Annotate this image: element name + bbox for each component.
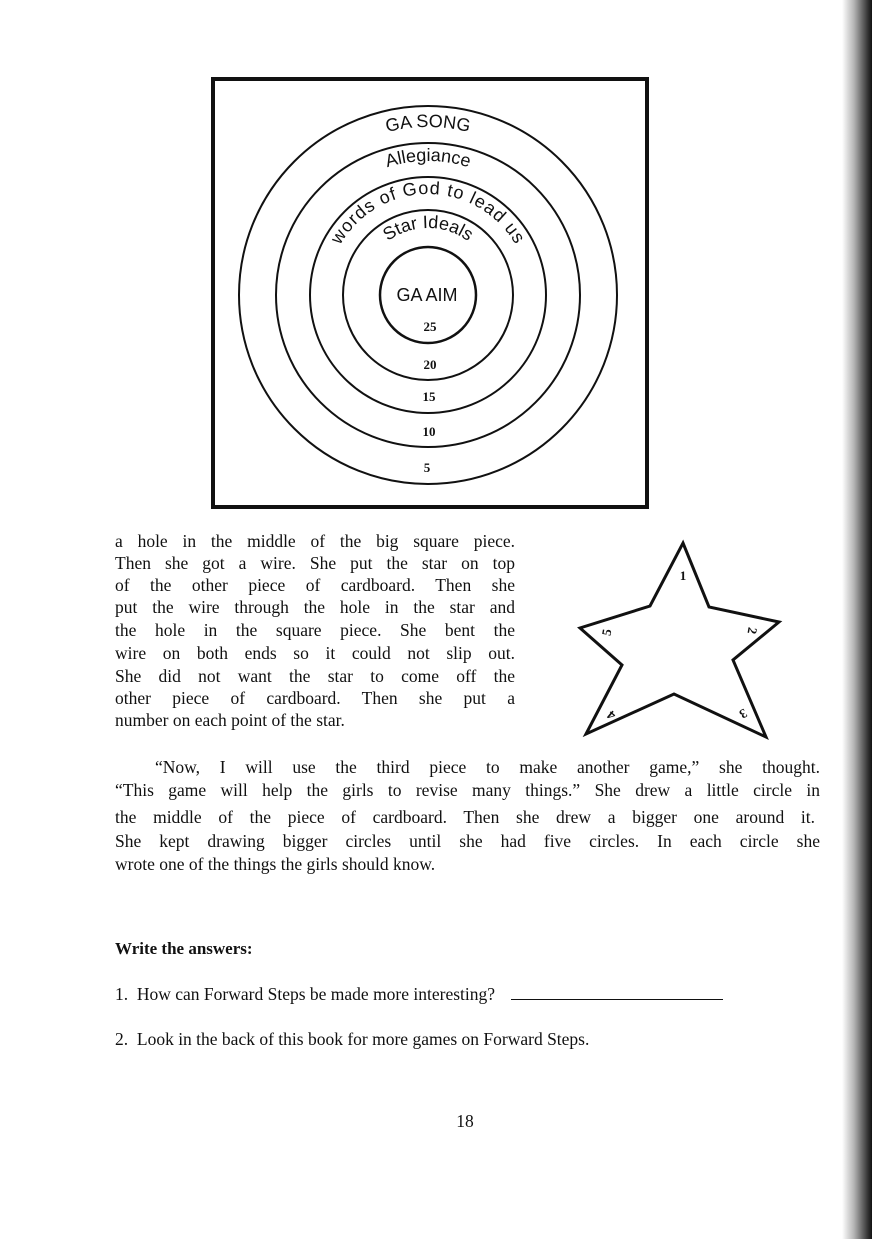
question-number: 2. xyxy=(115,1029,129,1049)
text-line: wire on both ends so it could not slip out. xyxy=(115,643,515,663)
star-point-3: 3 xyxy=(736,705,750,723)
score-10: 10 xyxy=(422,424,436,439)
question-2 xyxy=(115,1029,589,1050)
star-diagram xyxy=(580,543,779,737)
text-line: a hole in the middle of the big square piece. xyxy=(115,531,515,551)
question-1 xyxy=(115,984,723,1005)
text-line: of the other piece of cardboard. Then she xyxy=(115,575,515,595)
star-point-2: 2 xyxy=(744,626,761,636)
star-point-4: 4 xyxy=(603,707,619,724)
text-line: She did not want the star to come off the xyxy=(115,666,515,686)
ring-label-allegiance: Allegiance xyxy=(382,144,474,172)
ring-label-words-of-god: words of God to lead us xyxy=(326,177,530,248)
target-diagram xyxy=(213,79,647,507)
text-line: the hole in the square piece. She bent the xyxy=(115,620,515,640)
ring-label-ga-aim: GA AIM xyxy=(396,285,458,305)
question-number: 1. xyxy=(115,984,129,1004)
text-line: She kept drawing bigger circles until she had five circles. In each circle she xyxy=(115,831,820,851)
ring-label-ga-song: GA SONG xyxy=(383,110,473,136)
question-text: Look in the back of this book for more games on Forward Steps. xyxy=(136,1029,590,1049)
page-number: 18 xyxy=(456,1111,474,1131)
text-line: other piece of cardboard. Then she put a xyxy=(115,688,515,708)
text-line: number on each point of the star. xyxy=(115,710,345,730)
text-line: “This game will help the girls to revise many things.” She drew a little circle in xyxy=(115,780,820,800)
text-line: wrote one of the things the girls should know. xyxy=(115,854,436,874)
ring-label-star-ideals: Star Ideals xyxy=(379,211,478,245)
exercise-heading: Write the answers: xyxy=(115,939,253,958)
score-20: 20 xyxy=(423,357,437,372)
star-point-5: 5 xyxy=(598,627,615,637)
star-point-1: 1 xyxy=(679,568,687,583)
text-line: Then she got a wire. She put the star on top xyxy=(115,553,515,573)
score-25: 25 xyxy=(423,319,437,334)
score-15: 15 xyxy=(422,389,436,404)
score-5: 5 xyxy=(423,460,431,475)
text-line: “Now, I will use the third piece to make another game,” she thought. xyxy=(155,757,820,777)
question-text: How can Forward Steps be made more interesting? xyxy=(136,984,496,1004)
text-line: put the wire through the hole in the star and xyxy=(115,597,515,617)
answer-line[interactable] xyxy=(511,985,723,1000)
text-line: the middle of the piece of cardboard. Then she drew a bigger one around it. xyxy=(115,807,815,827)
